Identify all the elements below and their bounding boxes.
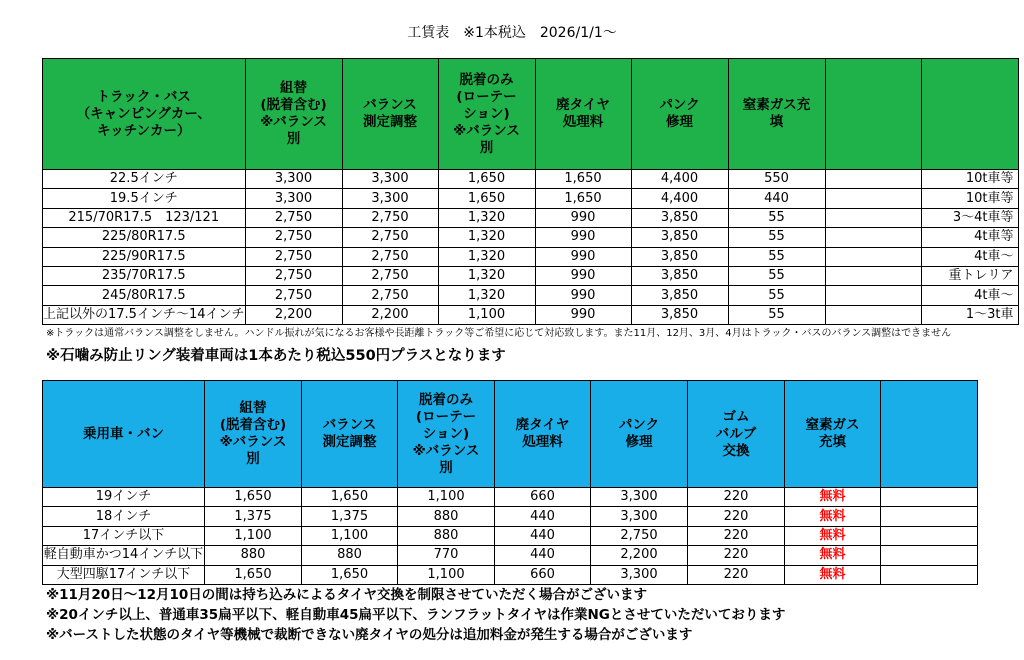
truck-note-small: ※トラックは通常バランス調整をしません。ハンドル振れが気になるお客様や長距離トラック等ご希望に応じて対応致します。また11月、12月、3月、4月はトラック・バスのバランス調整はできません: [46, 328, 952, 339]
truck-cell-kumikae: 2,750: [245, 286, 342, 305]
truck-cell-kumikae: 2,750: [245, 247, 342, 266]
truck-cell-kumikae: 2,750: [245, 208, 342, 227]
truck-cell-balance: 2,750: [342, 228, 438, 247]
truck-table-body: [43, 170, 1019, 325]
car-cell-blank: [881, 507, 978, 526]
car-cell-haitaiya: 660: [495, 488, 591, 507]
truck-cell-blank: [825, 247, 921, 266]
truck-cell-haitaiya: 990: [535, 305, 631, 324]
truck-header-5: パンク 修理: [631, 59, 728, 170]
table-row: [43, 305, 1019, 324]
car-header-row: [43, 381, 978, 488]
truck-cell-kumikae: 2,200: [245, 305, 342, 324]
bottom-note-2: ※20インチ以上、普通車35扁平以下、軽自動車45扁平以下、ランフラットタイヤは作業NGとさせていただいております: [46, 607, 786, 623]
car-cell-kumikae: 1,100: [205, 526, 302, 545]
truck-cell-balance: 2,750: [342, 266, 438, 285]
car-cell-chisso: 無料: [785, 565, 881, 584]
truck-cell-balance: 2,750: [342, 208, 438, 227]
truck-header-0: トラック・バス （キャンピングカー、 キッチンカー）: [43, 59, 246, 170]
truck-cell-blank: [825, 286, 921, 305]
table-row: [43, 565, 978, 584]
truck-cell-chisso: 55: [728, 286, 825, 305]
truck-cell-balance: 2,200: [342, 305, 438, 324]
car-cell-haitaiya: 440: [495, 507, 591, 526]
car-cell-punk: 3,300: [591, 565, 688, 584]
truck-cell-chisso: 55: [728, 208, 825, 227]
truck-cell-dacchaku: 1,320: [438, 228, 535, 247]
car-cell-blank: [881, 565, 978, 584]
car-cell-size: 18インチ: [43, 507, 205, 526]
truck-header-2: バランス 測定調整: [342, 59, 438, 170]
truck-cell-note: 3〜4t車等: [921, 208, 1018, 227]
bottom-note-1: ※11月20日〜12月10日の間は持ち込みによるタイヤ交換を制限させていただく場合がございます: [46, 587, 647, 603]
truck-cell-kumikae: 2,750: [245, 266, 342, 285]
truck-cell-punk: 3,850: [631, 228, 728, 247]
truck-cell-size: 19.5インチ: [43, 189, 246, 208]
truck-cell-haitaiya: 990: [535, 208, 631, 227]
car-cell-dacchaku: 770: [398, 546, 495, 565]
truck-cell-haitaiya: 990: [535, 266, 631, 285]
car-cell-valve: 220: [688, 488, 785, 507]
car-cell-balance: 880: [302, 546, 398, 565]
table-row: [43, 170, 1019, 189]
truck-cell-blank: [825, 266, 921, 285]
truck-cell-balance: 2,750: [342, 286, 438, 305]
table-row: [43, 189, 1019, 208]
truck-cell-note: 4t車等: [921, 228, 1018, 247]
truck-cell-size: 225/90R17.5: [43, 247, 246, 266]
truck-cell-blank: [825, 189, 921, 208]
car-cell-dacchaku: 1,100: [398, 565, 495, 584]
car-cell-balance: 1,375: [302, 507, 398, 526]
table-row: [43, 546, 978, 565]
car-cell-blank: [881, 546, 978, 565]
truck-cell-haitaiya: 1,650: [535, 170, 631, 189]
car-cell-punk: 2,750: [591, 526, 688, 545]
car-table-body: [43, 488, 978, 585]
car-cell-size: 17インチ以下: [43, 526, 205, 545]
car-header-3: 脱着のみ (ローテー ション) ※バランス 別: [398, 381, 495, 488]
car-cell-haitaiya: 440: [495, 526, 591, 545]
truck-cell-punk: 3,850: [631, 286, 728, 305]
table-row: [43, 526, 978, 545]
car-price-table: [42, 380, 978, 585]
truck-cell-dacchaku: 1,320: [438, 208, 535, 227]
table-row: [43, 488, 978, 507]
truck-cell-punk: 3,850: [631, 305, 728, 324]
truck-header-4: 廃タイヤ 処理料: [535, 59, 631, 170]
truck-cell-size: 235/70R17.5: [43, 266, 246, 285]
truck-cell-blank: [825, 170, 921, 189]
truck-cell-balance: 3,300: [342, 189, 438, 208]
truck-cell-punk: 3,850: [631, 247, 728, 266]
truck-price-table: [42, 58, 1019, 325]
truck-cell-chisso: 55: [728, 266, 825, 285]
truck-header-6: 窒素ガス充 填: [728, 59, 825, 170]
car-header-1: 組替 (脱着含む) ※バランス 別: [205, 381, 302, 488]
car-cell-haitaiya: 660: [495, 565, 591, 584]
truck-cell-chisso: 55: [728, 305, 825, 324]
car-cell-size: 19インチ: [43, 488, 205, 507]
truck-cell-haitaiya: 990: [535, 228, 631, 247]
car-cell-dacchaku: 880: [398, 507, 495, 526]
table-row: [43, 507, 978, 526]
truck-cell-chisso: 440: [728, 189, 825, 208]
truck-cell-dacchaku: 1,320: [438, 266, 535, 285]
car-header-4: 廃タイヤ 処理料: [495, 381, 591, 488]
car-cell-valve: 220: [688, 526, 785, 545]
truck-cell-blank: [825, 305, 921, 324]
truck-cell-note: 4t車〜: [921, 247, 1018, 266]
car-cell-chisso: 無料: [785, 546, 881, 565]
truck-cell-punk: 4,400: [631, 189, 728, 208]
car-cell-chisso: 無料: [785, 507, 881, 526]
truck-cell-note: 10t車等: [921, 170, 1018, 189]
table-row: [43, 208, 1019, 227]
car-cell-blank: [881, 526, 978, 545]
truck-cell-size: 上記以外の17.5インチ〜14インチ: [43, 305, 246, 324]
car-cell-balance: 1,100: [302, 526, 398, 545]
truck-cell-chisso: 55: [728, 228, 825, 247]
car-cell-punk: 3,300: [591, 488, 688, 507]
truck-header-1: 組替 (脱着含む) ※バランス 別: [245, 59, 342, 170]
page-title: 工賃表 ※1本税込 2026/1/1〜: [407, 25, 617, 41]
truck-cell-kumikae: 2,750: [245, 228, 342, 247]
truck-cell-size: 245/80R17.5: [43, 286, 246, 305]
truck-cell-note: 4t車〜: [921, 286, 1018, 305]
car-cell-valve: 220: [688, 507, 785, 526]
car-header-8: [881, 381, 978, 488]
truck-cell-note: 10t車等: [921, 189, 1018, 208]
truck-cell-balance: 2,750: [342, 247, 438, 266]
truck-cell-note: 重トレリア: [921, 266, 1018, 285]
table-row: [43, 228, 1019, 247]
car-cell-dacchaku: 1,100: [398, 488, 495, 507]
car-cell-blank: [881, 488, 978, 507]
truck-header-row: [43, 59, 1019, 170]
car-header-2: バランス 測定調整: [302, 381, 398, 488]
table-row: [43, 266, 1019, 285]
car-cell-chisso: 無料: [785, 488, 881, 507]
car-cell-kumikae: 1,650: [205, 488, 302, 507]
car-cell-chisso: 無料: [785, 526, 881, 545]
car-cell-haitaiya: 440: [495, 546, 591, 565]
truck-header-7: [825, 59, 921, 170]
truck-cell-punk: 3,850: [631, 266, 728, 285]
car-cell-dacchaku: 880: [398, 526, 495, 545]
truck-cell-dacchaku: 1,100: [438, 305, 535, 324]
car-cell-punk: 3,300: [591, 507, 688, 526]
car-cell-size: 軽自動車かつ14インチ以下: [43, 546, 205, 565]
table-row: [43, 286, 1019, 305]
truck-cell-chisso: 55: [728, 247, 825, 266]
truck-cell-dacchaku: 1,650: [438, 170, 535, 189]
truck-cell-haitaiya: 1,650: [535, 189, 631, 208]
truck-cell-punk: 3,850: [631, 208, 728, 227]
car-header-5: パンク 修理: [591, 381, 688, 488]
truck-cell-haitaiya: 990: [535, 247, 631, 266]
car-header-7: 窒素ガス 充填: [785, 381, 881, 488]
truck-cell-blank: [825, 208, 921, 227]
truck-header-8: [921, 59, 1018, 170]
car-cell-kumikae: 1,375: [205, 507, 302, 526]
car-cell-kumikae: 880: [205, 546, 302, 565]
truck-cell-dacchaku: 1,320: [438, 286, 535, 305]
truck-cell-size: 215/70R17.5 123/121: [43, 208, 246, 227]
car-cell-balance: 1,650: [302, 488, 398, 507]
truck-cell-balance: 3,300: [342, 170, 438, 189]
car-cell-valve: 220: [688, 565, 785, 584]
car-header-0: 乗用車・バン: [43, 381, 205, 488]
truck-note-big: ※石噛み防止リング装着車両は1本あたり税込550円プラスとなります: [46, 348, 506, 364]
truck-cell-dacchaku: 1,650: [438, 189, 535, 208]
car-cell-valve: 220: [688, 546, 785, 565]
table-row: [43, 247, 1019, 266]
car-cell-kumikae: 1,650: [205, 565, 302, 584]
truck-cell-size: 225/80R17.5: [43, 228, 246, 247]
truck-header-3: 脱着のみ (ローテー ション) ※バランス 別: [438, 59, 535, 170]
truck-cell-blank: [825, 228, 921, 247]
truck-cell-note: 1〜3t車: [921, 305, 1018, 324]
truck-cell-kumikae: 3,300: [245, 170, 342, 189]
car-cell-size: 大型四駆17インチ以下: [43, 565, 205, 584]
truck-cell-punk: 4,400: [631, 170, 728, 189]
car-header-6: ゴム バルブ 交換: [688, 381, 785, 488]
truck-cell-kumikae: 3,300: [245, 189, 342, 208]
car-cell-balance: 1,650: [302, 565, 398, 584]
truck-cell-haitaiya: 990: [535, 286, 631, 305]
truck-cell-dacchaku: 1,320: [438, 247, 535, 266]
truck-cell-chisso: 550: [728, 170, 825, 189]
car-cell-punk: 2,200: [591, 546, 688, 565]
bottom-note-3: ※バーストした状態のタイヤ等機械で裁断できない廃タイヤの処分は追加料金が発生する場合がございます: [46, 627, 693, 643]
truck-cell-size: 22.5インチ: [43, 170, 246, 189]
